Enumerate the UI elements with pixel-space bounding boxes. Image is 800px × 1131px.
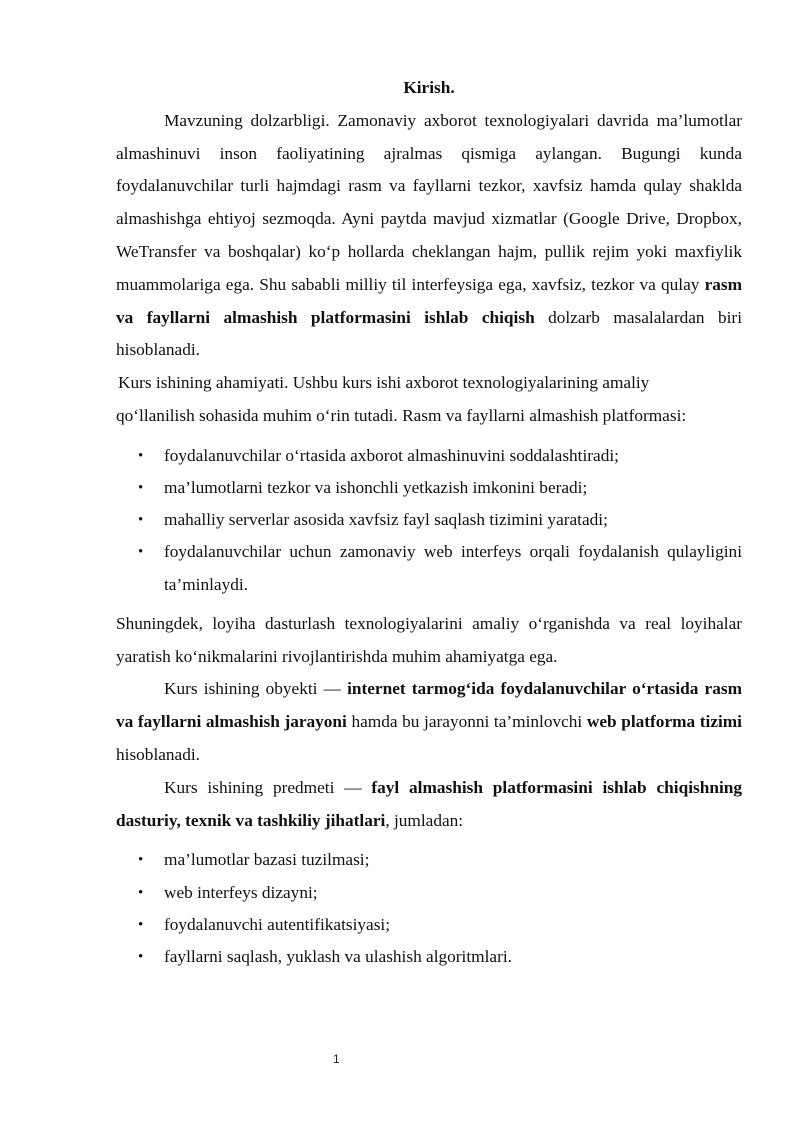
bullet-icon: • (138, 852, 144, 869)
paragraph-subject (116, 772, 742, 838)
paragraph-text: hisoblanadi. (116, 744, 200, 764)
bullet-icon: • (138, 948, 144, 965)
bullet-icon: • (138, 512, 144, 529)
list-item-text: foydalanuvchi autentifikatsiyasi; (164, 914, 391, 934)
list-item-text: mahalliy serverlar asosida xavfsiz fayl saqlash tizimini yaratadi; (164, 510, 608, 530)
bullet-icon: • (138, 884, 144, 901)
bullet-icon: • (138, 479, 144, 496)
bullet-icon: • (138, 447, 144, 464)
paragraph-text: Kurs ishining obyekti — (164, 679, 348, 699)
paragraph-importance (116, 367, 742, 433)
list-item-text: foydalanuvchilar uchun zamonaviy web interfeys orqali foydalanish qulayligini ta’minlaydi. (164, 542, 742, 594)
paragraph-also: Shuningdek, loyiha dasturlash texnologiyalarini amaliy o‘rganishda va real loyihalar yaratish ko‘nikmalarini rivojlantirishda muhim ahamiyatga ega. (116, 613, 742, 666)
page-number: 1 (333, 1052, 340, 1066)
paragraph-text: Mavzuning dolzarbligi. Zamonaviy axborot texnologiyalari davrida ma’lumotlar almashinuvi inson faoliyatining ajralmas qismiga aylangan. Bugungi kunda foydalanuvchilar turli hajmdagi rasm va fayllarni tezkor, xavfsiz hamda qulay shaklda almashishga ehtiyoj sezmoqda. Ayni paytda mavjud xizmatlar (Google Drive, Dropbox, WeTransfer va boshqalar) ko‘p hollarda cheklangan hajm, pullik rejim yoki maxfiylik muammolariga ega. Shu sababli milliy til interfeysiga ega, xavfsiz, tezkor va qulay (116, 110, 742, 294)
list-item-text: fayllarni saqlash, yuklash va ulashish algoritmlari. (164, 946, 512, 966)
paragraph-line: Kurs ishining ahamiyati. Ushbu kurs ishi axborot texnologiyalarining amaliy (118, 373, 650, 393)
list-item (116, 909, 742, 941)
bold-phrase: fayl almashish platformasini ishlab chiqishning dasturiy, texnik va tashkiliy jihatlari (116, 777, 743, 830)
paragraph-text: dolzarb masalalardan biri hisoblanadi. (116, 307, 742, 360)
paragraph-line: qo‘llanilish sohasida muhim o‘rin tutadi. Rasm va fayllarni almashish platformasi: (116, 405, 687, 425)
list-item-text: web interfeys dizayni; (164, 882, 318, 902)
subject-list (116, 844, 742, 973)
list-item-text: ma’lumotlar bazasi tuzilmasi; (164, 850, 370, 870)
paragraph-text: , jumladan: (385, 810, 464, 830)
bullet-icon: • (138, 916, 144, 933)
page-title: Kirish. (403, 78, 455, 97)
list-item (116, 941, 742, 973)
bold-phrase: rasm va fayllarni almashish platformasini ishlab chiqish (116, 274, 742, 327)
list-item-text: foydalanuvchilar o‘rtasida axborot almashinuvini soddalashtiradi; (164, 445, 619, 465)
list-item (116, 536, 742, 600)
list-item (116, 877, 742, 909)
list-item (116, 844, 742, 876)
bold-phrase: internet tarmog‘ida foydalanuvchilar o‘rtasida rasm va fayllarni almashish jarayoni (116, 679, 742, 732)
importance-list (116, 440, 742, 601)
list-item (116, 504, 742, 536)
list-item (116, 472, 742, 504)
list-item (116, 440, 742, 472)
list-item-text: ma’lumotlarni tezkor va ishonchli yetkazish imkonini beradi; (164, 477, 588, 497)
paragraph-text: Kurs ishining predmeti — (164, 777, 372, 797)
bullet-icon: • (138, 544, 144, 561)
paragraph-text: hamda bu jarayonni ta’minlovchi (346, 712, 587, 732)
document-page (116, 72, 742, 973)
paragraph-relevance (116, 105, 742, 367)
paragraph-object (116, 673, 742, 771)
bold-phrase: web platforma tizimi (586, 712, 742, 732)
